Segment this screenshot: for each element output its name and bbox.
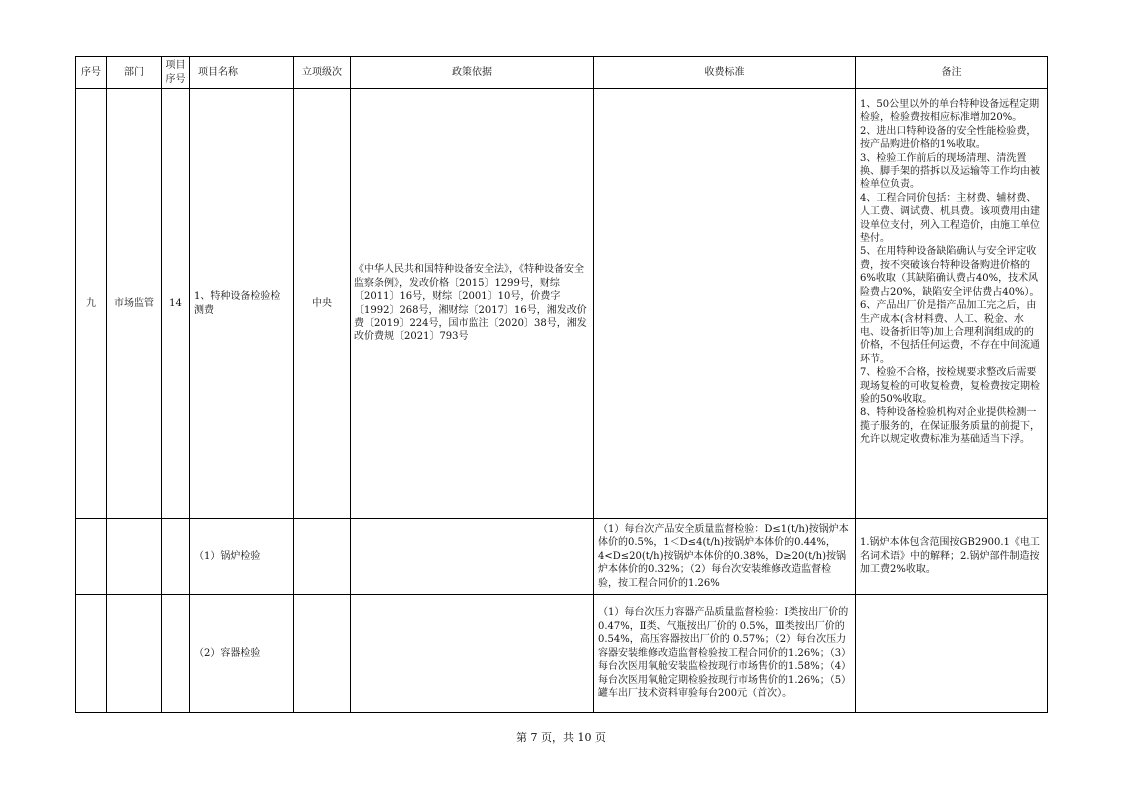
cell-policy — [351, 519, 594, 595]
cell-dept — [107, 519, 162, 595]
cell-fee: （1）每台次产品安全质量监督检验：D≤1(t/h)按锅炉本体价的0.5%，1＜D≤4(t/h)按锅炉本体价的0.44%，4<D≤20(t/h)按锅炉本体价的0.38%，D≥20(t/h)按锅炉本体价的0.32%；（2）每台次安装维修改造监督检验，按工程合同价的1.26% — [594, 519, 856, 595]
cell-remarks — [856, 89, 1048, 519]
remark-line: 7、检验不合格，按检规要求整改后需要现场复检的可收复检费，复检费按定期检验的50%收取。 — [860, 367, 1040, 405]
header-item-name: 项目名称 — [190, 57, 294, 89]
cell-dept: 市场监管 — [107, 89, 162, 519]
cell-seq — [76, 519, 107, 595]
remark-line: 4、工程合同价包括：主材费、辅材费、人工费、调试费、机具费。该项费用由建设单位支付，列入工程造价，由施工单位垫付。 — [860, 192, 1040, 245]
cell-fee: （1）每台次压力容器产品质量监督检验：Ⅰ类按出厂价的0.47%，Ⅱ类、气瓶按出厂价的 0.5%，Ⅲ类按出厂价的 0.54%，高压容器按出厂价的 0.57%；（2）每台次压力容器安装维修改造监督检验按工程合同价的1.26%；（3）每台次医用氧舱安装监检按现行市场售价的1.58%；（4）每台次医用氧舱定期检验按现行市场售价的1.26%；（5）罐车出厂技术资料审验每台200元（首次）。 — [594, 595, 856, 713]
cell-level: 中央 — [294, 89, 351, 519]
remark-line: 3、检验工作前后的现场清理、清洗置换、脚手架的搭拆以及运输等工作均由被检单位负责。 — [860, 152, 1040, 191]
remark-line: 1、50公里以外的单台特种设备远程定期检验，检验费按相应标准增加20%。 — [860, 99, 1040, 124]
table-row — [76, 89, 1048, 519]
cell-policy: 《中华人民共和国特种设备安全法》，《特种设备安全监察条例》，发改价格〔2015〕1299号，财综〔2011〕16号，财综〔2001〕10号，价费字〔1992〕268号，湘财综〔2017〕16号，湘发改价费〔2019〕224号，国市监注〔2020〕38号，湘发改价费规〔2021〕793号 — [351, 89, 594, 519]
header-remarks: 备注 — [856, 57, 1048, 89]
remark-line: 1.锅炉本体包含范围按GB2900.1《电工名词术语》中的解释；2.锅炉部件制造按加工费2%收取。 — [860, 537, 1040, 576]
cell-fee — [594, 89, 856, 519]
header-level: 立项级次 — [294, 57, 351, 89]
cell-seq — [76, 595, 107, 713]
header-fee: 收费标准 — [594, 57, 856, 89]
header-policy: 政策依据 — [351, 57, 594, 89]
table-row — [76, 595, 1048, 713]
remark-line: 8、特种设备检验机构对企业提供检测一揽子服务的，在保证服务质量的前提下，允许以规定收费标准为基础适当下浮。 — [860, 407, 1040, 446]
fee-standard-table — [75, 56, 1048, 713]
table-row — [76, 519, 1048, 595]
header-dept: 部门 — [107, 57, 162, 89]
cell-item-no — [162, 595, 190, 713]
cell-level — [294, 595, 351, 713]
remark-line: 6、产品出厂价是指产品加工完之后，由生产成本(含材料费、人工、税金、水电、设备折旧等)加上合理利润组成的的价格，不包括任何运费，不存在中间流通环节。 — [860, 300, 1040, 365]
cell-item-no — [162, 519, 190, 595]
cell-item-name: （1）锅炉检验 — [190, 519, 294, 595]
cell-item-name: 1、特种设备检验检测费 — [190, 89, 294, 519]
cell-policy — [351, 595, 594, 713]
cell-item-no: 14 — [162, 89, 190, 519]
cell-seq: 九 — [76, 89, 107, 519]
cell-level — [294, 519, 351, 595]
page-number: 第 7 页，共 10 页 — [516, 731, 606, 744]
remark-line: 2、进出口特种设备的安全性能检验费，按产品购进价格的1%收取。 — [860, 125, 1037, 151]
cell-dept — [107, 595, 162, 713]
cell-item-name: （2）容器检验 — [190, 595, 294, 713]
cell-remarks — [856, 519, 1048, 595]
remark-line: 5、在用特种设备缺陷确认与安全评定收费，按不突破该台特种设备购进价格的6%收取（其缺陷确认费占40%，技术风险费占20%，缺陷安全评估费占40%）。 — [860, 246, 1040, 298]
header-item-no: 项目序号 — [162, 57, 190, 89]
cell-remarks — [856, 595, 1048, 713]
header-seq: 序号 — [76, 57, 107, 89]
table-header-row — [76, 57, 1048, 89]
